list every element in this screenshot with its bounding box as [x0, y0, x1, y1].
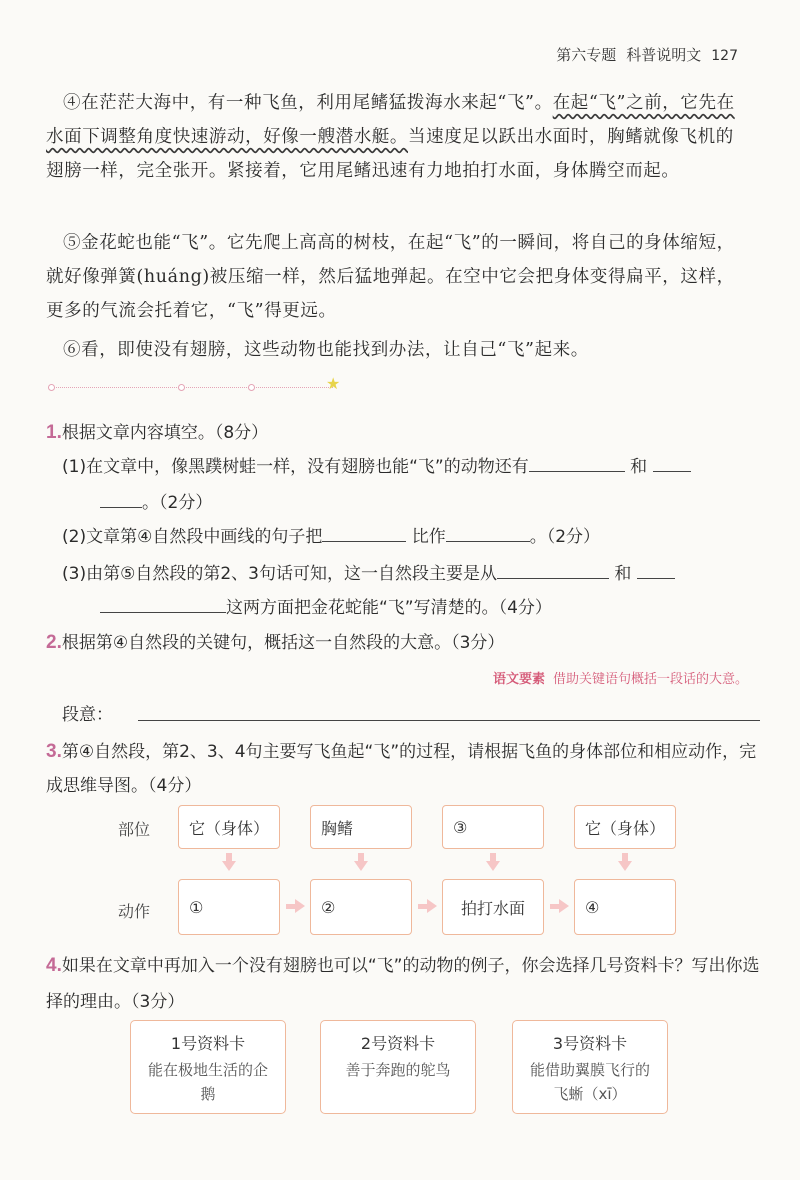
arrow-right-icon	[295, 899, 305, 913]
question-1-part-1: (1)在文章中，像黑蹼树蛙一样，没有翅膀也能“飞”的动物还有 和	[62, 452, 752, 482]
data-card-2[interactable]	[320, 1020, 476, 1114]
card-description: 能借助翼膜飞行的飞蜥（xī）	[529, 1061, 650, 1103]
question-3: 3.第④自然段，第2、3、4句主要写飞鱼起“飞”的过程，请根据飞鱼的身体部位和相应动作，完成思维导图。（4分）	[46, 741, 757, 796]
answer-blank[interactable]	[653, 453, 691, 472]
answer-blank[interactable]	[100, 594, 226, 613]
mindmap-part-box: 它（身体）	[574, 805, 676, 849]
mindmap-action-box[interactable]: ④	[574, 879, 676, 935]
card-title: 2号资料卡	[360, 1034, 436, 1053]
page-header	[556, 44, 738, 65]
arrow-down-icon	[486, 861, 500, 871]
paragraph-4-intro: ④在茫茫大海中，有一种飞鱼，利用尾鳍猛拨海水来起“飞”。	[63, 93, 553, 113]
answer-blank[interactable]	[529, 453, 625, 472]
question-2: 2.根据第④自然段的关键句，概括这一自然段的大意。（3分）	[46, 632, 505, 653]
arrow-right-icon	[427, 899, 437, 913]
paragraph-4-rest: 当速度足以跃出水面时，胸鳍就像飞机的翅膀一样，完全张开。紧接着，它用尾鳍迅速有力地拍打水面，身体腾空而起。	[46, 127, 734, 181]
question-1-part-3: (3)由第⑤自然段的第2、3句话可知，这一自然段主要是从 和	[62, 559, 752, 589]
mindmap-part-box[interactable]: ③	[442, 805, 544, 849]
answer-blank[interactable]	[100, 489, 142, 508]
star-icon: ★	[326, 374, 341, 393]
summary-answer-line[interactable]	[138, 720, 760, 721]
question-1-part-3-cont: 这两方面把金花蛇能“飞”写清楚的。（4分）	[100, 593, 790, 623]
data-card-1[interactable]	[130, 1020, 286, 1114]
mindmap-part-box: 胸鳍	[310, 805, 412, 849]
summary-answer: 段意：	[62, 700, 762, 725]
header-section: 第六专题	[556, 46, 617, 64]
arrow-down-icon	[618, 861, 632, 871]
question-4: 4.如果在文章中再加入一个没有翅膀也可以“飞”的动物的例子，你会选择几号资料卡？写出你选择的理由。（3分）	[46, 955, 760, 1012]
question-1-part-2: (2)文章第④自然段中画线的句子把 比作 。（2分）	[62, 522, 752, 552]
arrow-down-icon	[354, 861, 368, 871]
mindmap-action-box[interactable]: ②	[310, 879, 412, 935]
question-1-part-1-cont: 。（2分）	[100, 488, 790, 518]
paragraph-5: ⑤金花蛇也能“飞”。它先爬上高高的树枝，在起“飞”的一瞬间，将自己的身体缩短，就好像弹簧(huáng)被压缩一样，然后猛地弹起。在空中它会把身体变得扁平，这样，更多的气流会托着它，“飞”得更远。	[46, 233, 735, 321]
page-number: 127	[711, 48, 738, 64]
underlined-sentence: 在起“飞”之前，它先在水面下调整角度快速游动，好像一艘潜水艇。	[46, 93, 735, 147]
data-card-3[interactable]	[512, 1020, 668, 1114]
card-title: 1号资料卡	[170, 1034, 246, 1053]
question-1: 1.根据文章内容填空。（8分）	[46, 422, 269, 443]
answer-blank[interactable]	[322, 523, 406, 542]
arrow-down-icon	[222, 861, 236, 871]
language-tip: 语文要素 借助关键语句概括一段话的大意。	[492, 672, 748, 687]
header-category: 科普说明文	[626, 46, 702, 64]
section-divider	[48, 374, 341, 393]
answer-blank[interactable]	[446, 523, 530, 542]
answer-blank[interactable]	[637, 560, 675, 579]
mindmap-part-box: 它（身体）	[178, 805, 280, 849]
arrow-right-icon	[559, 899, 569, 913]
row-label-parts: 部位	[118, 820, 151, 839]
answer-blank[interactable]	[497, 560, 609, 579]
card-title: 3号资料卡	[552, 1034, 628, 1053]
paragraph-6: ⑥看，即使没有翅膀，这些动物也能找到办法，让自己“飞”起来。	[63, 340, 589, 360]
card-description: 能在极地生活的企鹅	[147, 1061, 268, 1103]
paragraph-4	[46, 86, 746, 188]
row-label-actions: 动作	[118, 902, 151, 921]
mindmap-action-box[interactable]: ①	[178, 879, 280, 935]
card-description: 善于奔跑的鸵鸟	[345, 1061, 451, 1079]
mindmap-action-box: 拍打水面	[442, 879, 544, 935]
